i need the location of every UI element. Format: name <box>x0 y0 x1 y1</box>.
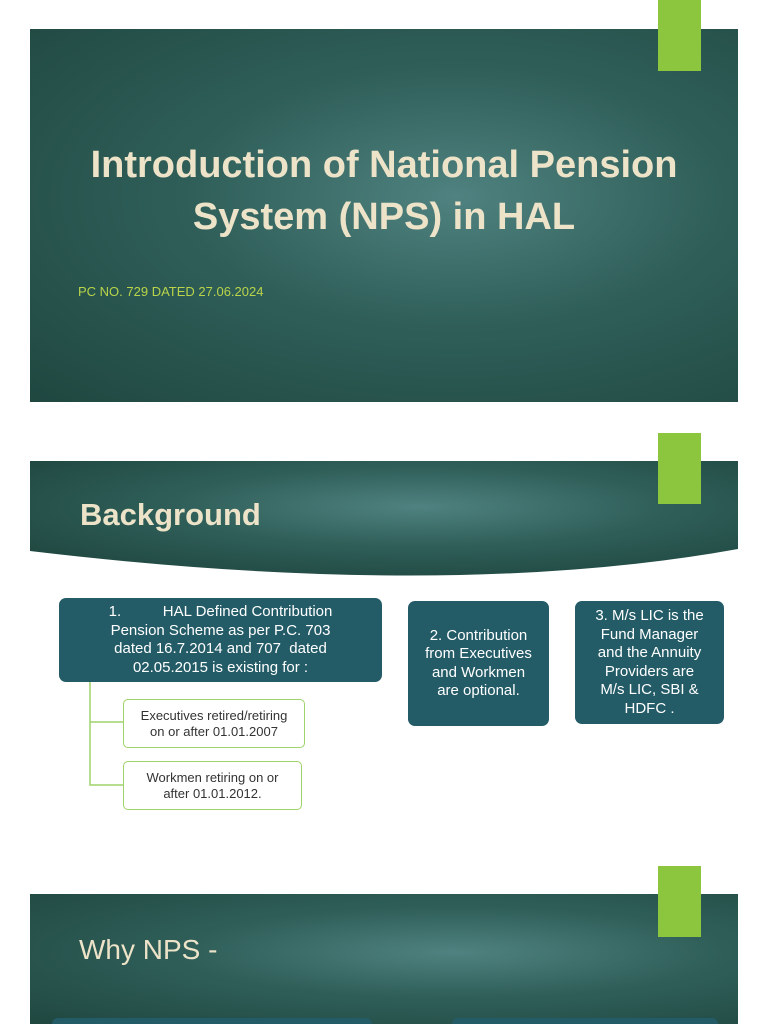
box-line: M/s LIC, SBI & <box>600 681 699 698</box>
slide-title: Why NPS - <box>79 934 218 965</box>
box-line: are optional. <box>437 682 520 699</box>
accent-bar <box>658 866 701 937</box>
box-line: after 01.01.2012. <box>163 785 262 801</box>
slide-subtitle: PC NO. 729 DATED 27.06.2024 <box>78 284 264 299</box>
info-box-defined-contribution <box>59 598 382 682</box>
slide-title: Introduction of National Pension System (NPS) in HAL <box>90 144 678 238</box>
content-card <box>52 1018 372 1024</box>
why-nps-slide <box>30 894 738 1024</box>
box-line: and the Annuity <box>597 644 702 661</box>
box-line: Pension Scheme as per P.C. 703 <box>110 621 331 639</box>
box-line: HDFC . <box>624 699 675 717</box>
box-line: from Executives <box>425 645 532 662</box>
box-line: Executives retired/retiring <box>140 707 288 723</box>
info-box-fund-manager <box>575 601 724 724</box>
box-line: Providers are <box>604 662 695 680</box>
box-line: on or after 01.01.2007 <box>150 723 278 739</box>
info-box-contribution <box>408 601 549 726</box>
box-line: dated 16.7.2014 and 707 dated <box>114 640 327 657</box>
box-line: Workmen retiring on or <box>146 769 279 785</box>
box-line: Fund Manager <box>600 625 699 643</box>
box-line: and Workmen <box>431 663 526 681</box>
sub-box-executives <box>123 699 305 748</box>
box-line: 2. Contribution <box>429 626 528 644</box>
box-line: 02.05.2015 is existing for : <box>132 658 309 676</box>
slide-title: Background <box>80 497 261 532</box>
sub-box-workmen <box>123 761 302 810</box>
content-card <box>452 1018 718 1024</box>
box-line: 1. HAL Defined Contribution <box>108 603 333 620</box>
box-line: 3. M/s LIC is the <box>595 607 704 624</box>
